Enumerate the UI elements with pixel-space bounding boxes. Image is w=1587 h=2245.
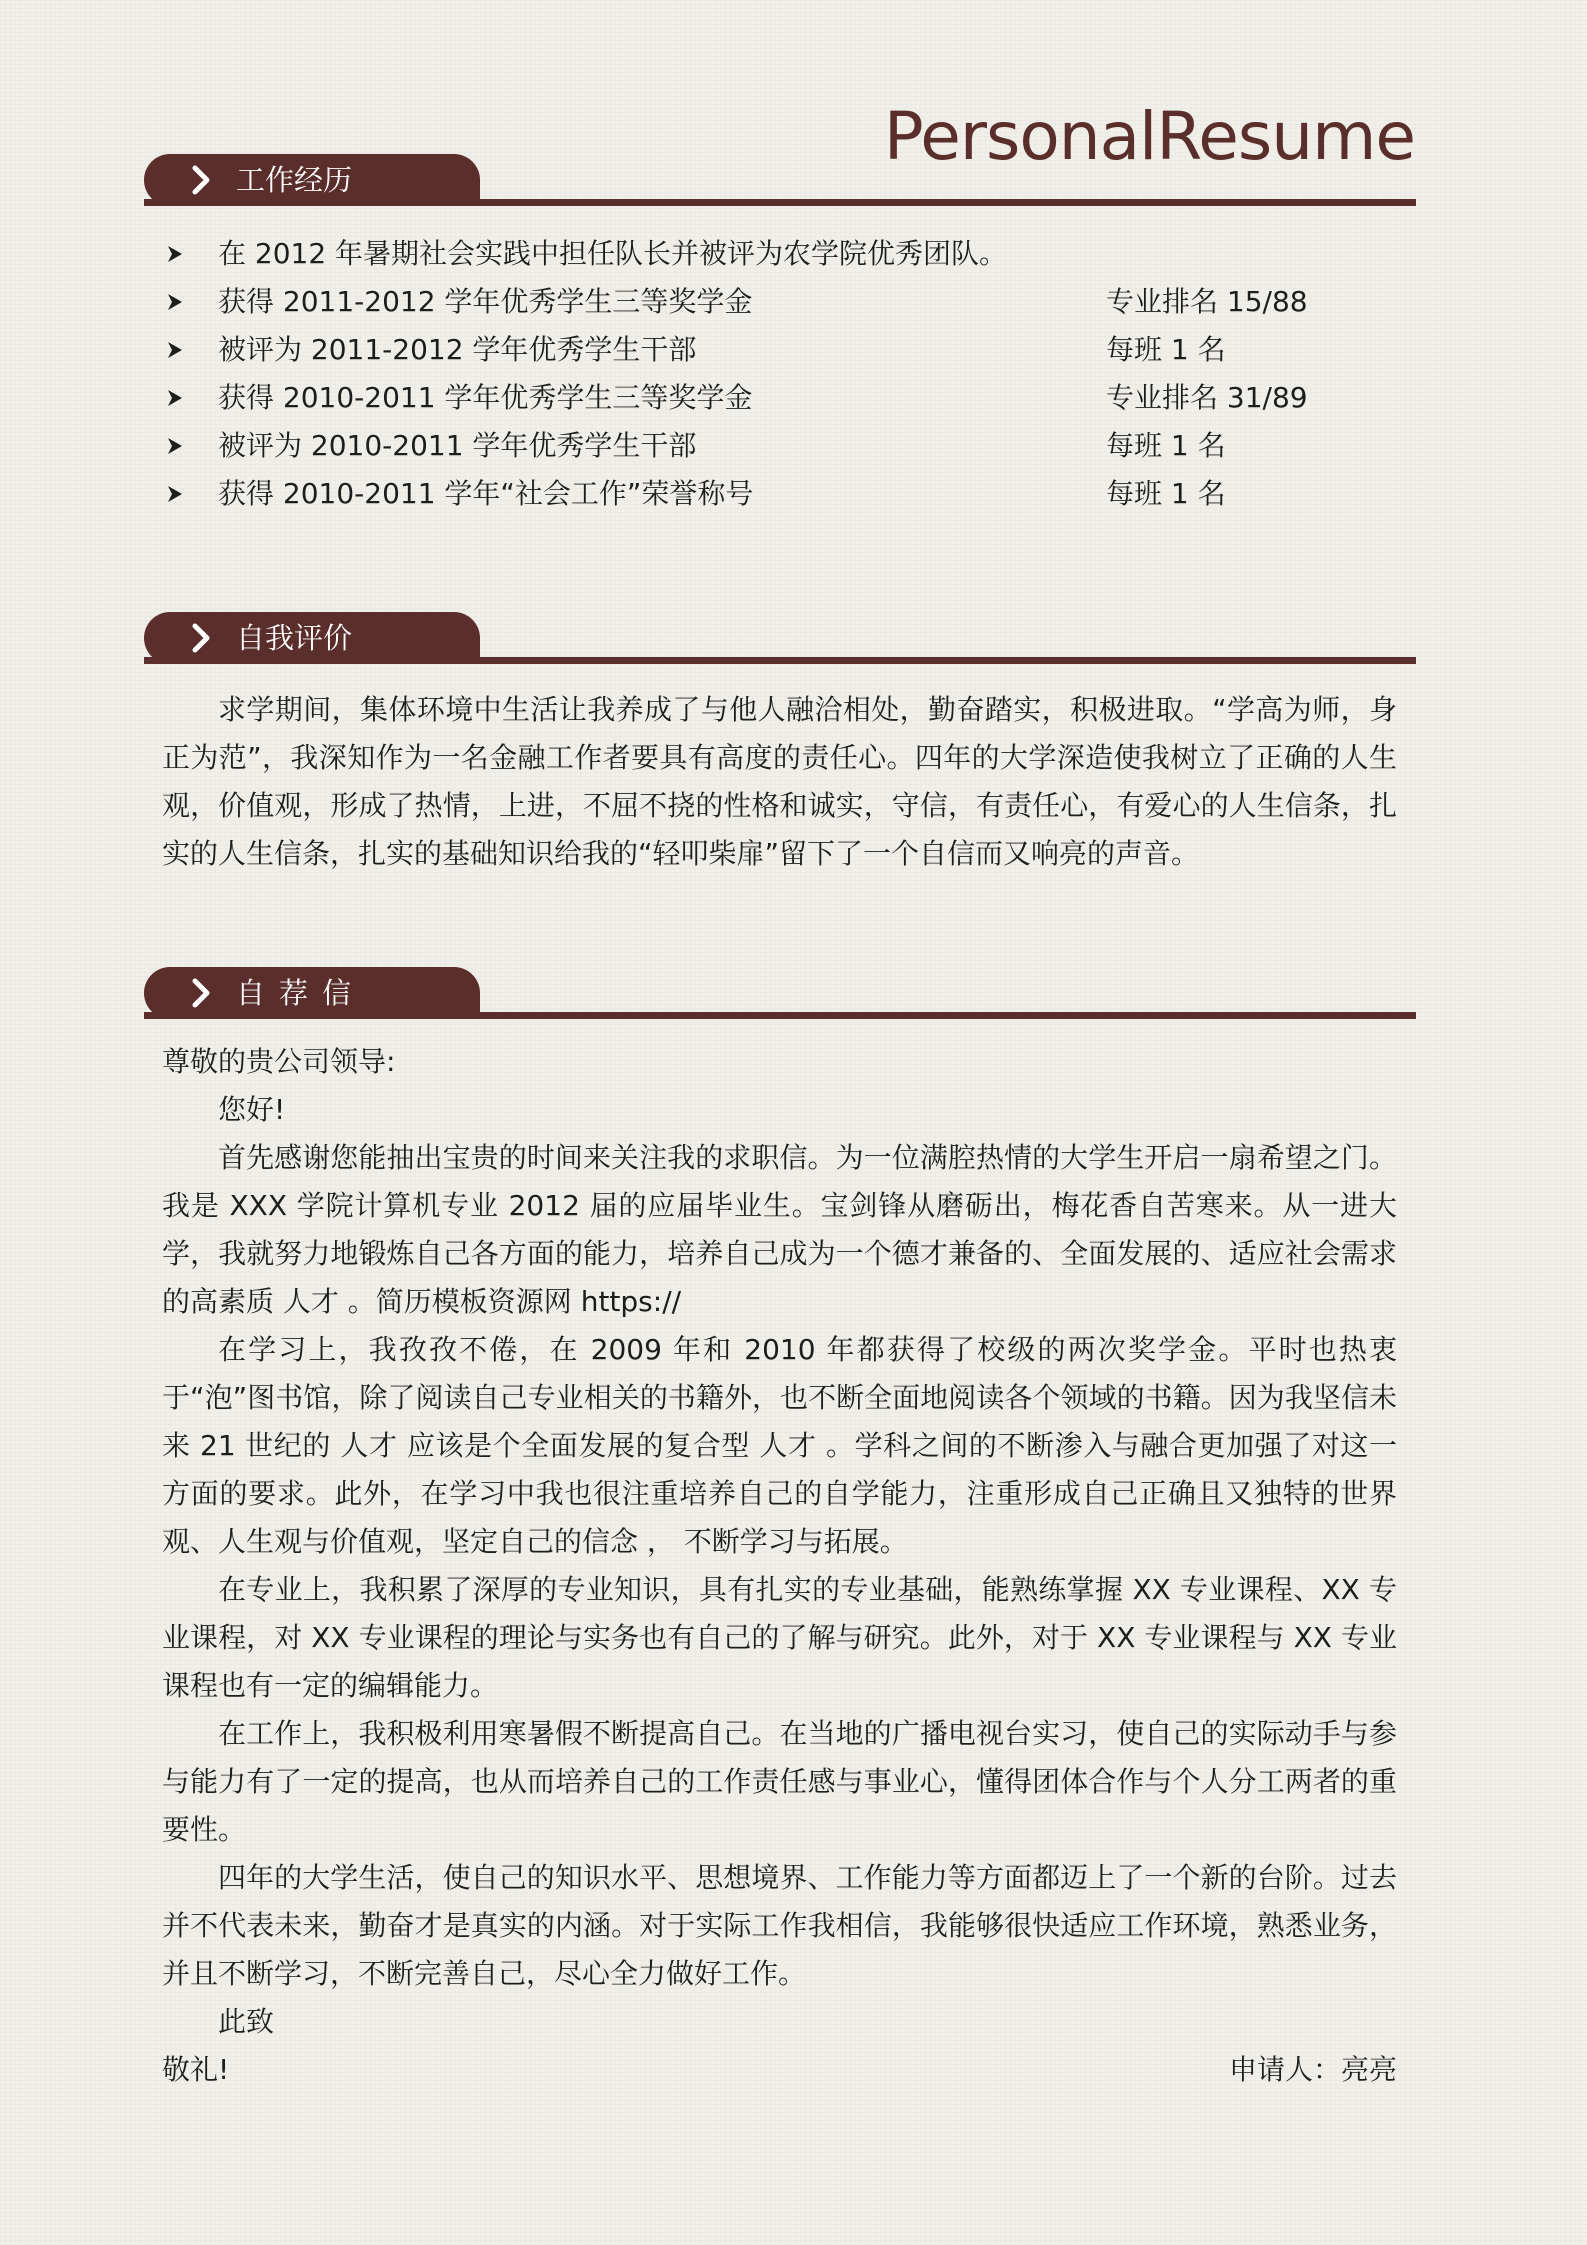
chevron-right-icon (190, 977, 214, 1009)
page-title: PersonalResume (883, 98, 1415, 175)
work-item-text: 获得 2011-2012 学年优秀学生三等奖学金 (218, 285, 753, 318)
work-item-text: 被评为 2011-2012 学年优秀学生干部 (218, 333, 697, 366)
letter-salutation: 尊敬的贵公司领导: (162, 1045, 396, 1078)
self-evaluation-paragraph: 求学期间，集体环境中生活让我养成了与他人融洽相处，勤奋踏实，积极进取。“学高为师，身正为范”，我深知作为一名金融工作者要具有高度的责任心。四年的大学深造使我树立了正确的人生观，价值观，形成了热情，上进，不屈不挠的性格和诚实，守信，有责任心，有爱心的人生信条，扎实的人生信条，扎实的基础知识给我的“轻叩柴扉”留下了一个自信而又响亮的声音。 (162, 693, 1397, 870)
section-title-cover-letter: 自荐信 (236, 976, 366, 1010)
section-divider (144, 199, 1416, 206)
list-item (160, 374, 1380, 422)
list-item (160, 422, 1380, 470)
list-item (160, 230, 1380, 278)
section-header-work (144, 154, 1416, 206)
chevron-right-icon (190, 164, 214, 196)
work-item-note: 专业排名 15/88 (1106, 285, 1308, 318)
work-item-text: 获得 2010-2011 学年“社会工作”荣誉称号 (218, 477, 754, 510)
letter-paragraph: 在专业上，我积累了深厚的专业知识，具有扎实的专业基础，能熟练掌握 XX 专业课程、XX 专业课程，对 XX 专业课程的理论与实务也有自己的了解与研究。此外，对于 XX 专业课程与 XX 专业课程也有一定的编辑能力。 (162, 1573, 1397, 1702)
letter-paragraph: 四年的大学生活，使自己的知识水平、思想境界、工作能力等方面都迈上了一个新的台阶。过去并不代表未来，勤奋才是真实的内涵。对于实际工作我相信，我能够很快适应工作环境，熟悉业务，并且不断学习，不断完善自己，尽心全力做好工作。 (162, 1861, 1397, 1990)
letter-paragraph: 首先感谢您能抽出宝贵的时间来关注我的求职信。为一位满腔热情的大学生开启一扇希望之门。我是 XXX 学院计算机专业 2012 届的应届毕业生。宝剑锋从磨砺出，梅花香自苦寒来。从一进大学，我就努力地锻炼自己各方面的能力，培养自己成为一个德才兼备的、全面发展的、适应社会需求的高素质 人才 。简历模板资源网 https:// (162, 1141, 1397, 1318)
work-item-note: 每班 1 名 (1106, 477, 1226, 510)
work-item-text: 在 2012 年暑期社会实践中担任队长并被评为农学院优秀团队。 (218, 237, 1008, 270)
section-title-self-eval: 自我评价 (236, 621, 353, 655)
cover-letter-body (162, 1038, 1397, 2094)
arrow-bullet-icon (166, 388, 184, 408)
letter-closing: 此致 (218, 2005, 275, 2038)
arrow-bullet-icon (166, 244, 184, 264)
section-header-self-eval (144, 612, 1416, 664)
section-divider (144, 657, 1416, 664)
arrow-bullet-icon (166, 484, 184, 504)
list-item (160, 470, 1380, 518)
list-item (160, 278, 1380, 326)
letter-regards: 敬礼! (162, 2053, 230, 2086)
chevron-right-icon (190, 622, 214, 654)
section-title-work: 工作经历 (236, 163, 353, 197)
work-list (160, 230, 1380, 518)
letter-signature: 申请人：亮亮 (1228, 2053, 1397, 2086)
arrow-bullet-icon (166, 436, 184, 456)
section-header-cover-letter (144, 967, 1416, 1019)
letter-paragraph: 在学习上，我孜孜不倦，在 2009 年和 2010 年都获得了校级的两次奖学金。平时也热衷于“泡”图书馆，除了阅读自己专业相关的书籍外，也不断全面地阅读各个领域的书籍。因为我坚信未来 21 世纪的 人才 应该是个全面发展的复合型 人才 。学科之间的不断渗入与融合更加强了对这一方面的要求。此外，在学习中我也很注重培养自己的自学能力，注重形成自己正确且又独特的世界观、人生观与价值观，坚定自己的信念 ， 不断学习与拓展。 (162, 1333, 1397, 1558)
arrow-bullet-icon (166, 292, 184, 312)
section-divider (144, 1012, 1416, 1019)
work-item-note: 每班 1 名 (1106, 429, 1226, 462)
self-evaluation-text (162, 686, 1397, 878)
work-item-text: 被评为 2010-2011 学年优秀学生干部 (218, 429, 697, 462)
arrow-bullet-icon (166, 340, 184, 360)
work-item-note: 专业排名 31/89 (1106, 381, 1308, 414)
work-item-note: 每班 1 名 (1106, 333, 1226, 366)
letter-paragraph: 在工作上，我积极利用寒暑假不断提高自己。在当地的广播电视台实习，使自己的实际动手与参与能力有了一定的提高，也从而培养自己的工作责任感与事业心，懂得团体合作与个人分工两者的重要性。 (162, 1717, 1397, 1846)
list-item (160, 326, 1380, 374)
work-item-text: 获得 2010-2011 学年优秀学生三等奖学金 (218, 381, 753, 414)
signature-row (162, 2046, 1397, 2094)
letter-greeting: 您好! (218, 1093, 286, 1126)
